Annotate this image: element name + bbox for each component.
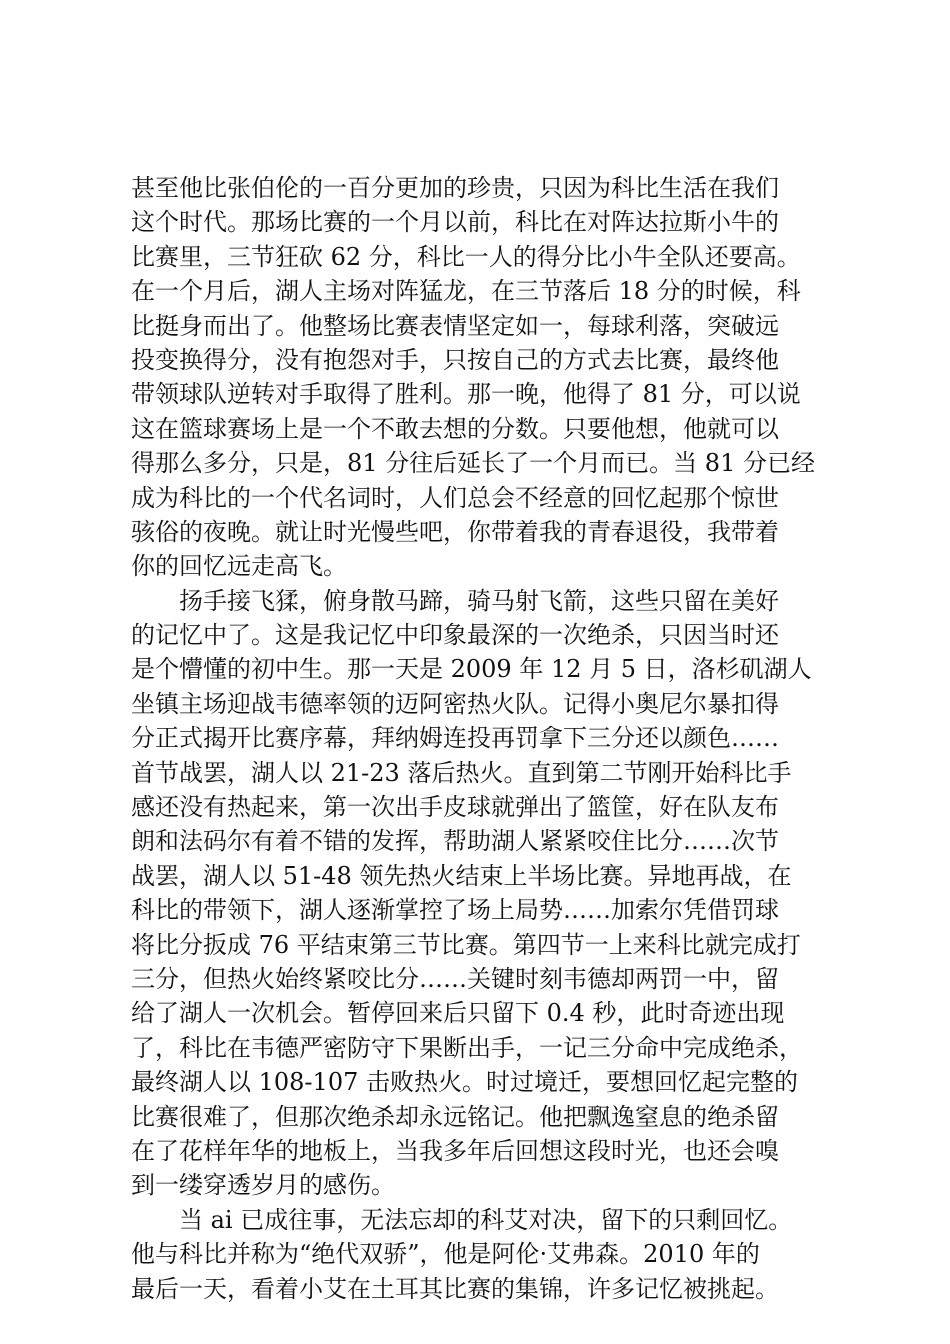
text-line: 将比分扳成 76 平结束第三节比赛。第四节一上来科比就完成打 bbox=[131, 930, 801, 959]
text-line: 首节战罢，湖人以 21-23 落后热火。直到第二节刚开始科比手 bbox=[131, 758, 792, 787]
text-line: 甚至他比张伯伦的一百分更加的珍贵，只因为科比生活在我们 bbox=[131, 174, 779, 202]
text-line: 比挺身而出了。他整场比赛表情坚定如一，每球利落，突破远 bbox=[131, 311, 779, 340]
body-text bbox=[131, 171, 833, 1306]
text-line: 到一缕穿透岁月的感伤。 bbox=[131, 1171, 395, 1200]
text-line: 分正式揭开比赛序幕，拜纳姆连投再罚拿下三分还以颜色…… bbox=[131, 724, 779, 753]
text-line: 当 ai 已成往事，无法忘却的科艾对决，留下的只剩回忆。 bbox=[131, 1205, 793, 1234]
text-line: 科比的带领下，湖人逐渐掌控了场上局势……加索尔凭借罚球 bbox=[131, 896, 779, 925]
text-line: 得那么多分，只是，81 分往后延长了一个月而已。当 81 分已经 bbox=[131, 449, 815, 478]
text-line: 带领球队逆转对手取得了胜利。那一晚，他得了 81 分，可以说 bbox=[131, 380, 801, 409]
text-line: 这个时代。那场比赛的一个月以前，科比在对阵达拉斯小牛的 bbox=[131, 208, 779, 237]
text-line: 在一个月后，湖人主场对阵猛龙，在三节落后 18 分的时候，科 bbox=[131, 277, 801, 306]
text-line: 最终湖人以 108-107 击败热火。时过境迁，要想回忆起完整的 bbox=[131, 1068, 798, 1097]
text-line: 给了湖人一次机会。暂停回来后只留下 0.4 秒，此时奇迹出现 bbox=[131, 999, 785, 1028]
text-line: 的记忆中了。这是我记忆中印象最深的一次绝杀，只因当时还 bbox=[131, 621, 779, 650]
text-line: 感还没有热起来，第一次出手皮球就弹出了篮筐，好在队友布 bbox=[131, 793, 779, 822]
text-line: 在了花样年华的地板上，当我多年后回想这段时光，也还会嗅 bbox=[131, 1136, 779, 1165]
text-line: 投变换得分，没有抱怨对手，只按自己的方式去比赛，最终他 bbox=[131, 345, 779, 374]
text-line: 扬手接飞猱，俯身散马蹄，骑马射飞箭，这些只留在美好 bbox=[131, 586, 779, 615]
text-line: 这在篮球赛场上是一个不敢去想的分数。只要他想，他就可以 bbox=[131, 414, 779, 443]
text-line: 他与科比并称为“绝代双骄”，他是阿伦·艾弗森。2010 年的 bbox=[131, 1240, 760, 1269]
text-line: 朗和法码尔有着不错的发挥，帮助湖人紧紧咬住比分……次节 bbox=[131, 827, 779, 856]
text-line: 战罢，湖人以 51-48 领先热火结束上半场比赛。异地再战，在 bbox=[131, 861, 792, 890]
text-line: 三分，但热火始终紧咬比分……关键时刻韦德却两罚一中，留 bbox=[131, 964, 779, 993]
text-line: 你的回忆远走高飞。 bbox=[131, 552, 347, 581]
text-line: 骇俗的夜晚。就让时光慢些吧，你带着我的青春退役，我带着 bbox=[131, 517, 779, 546]
text-line: 最后一天，看着小艾在土耳其比赛的集锦，许多记忆被挑起。 bbox=[131, 1274, 779, 1303]
text-line: 成为科比的一个代名词时，人们总会不经意的回忆起那个惊世 bbox=[131, 483, 779, 512]
text-line: 是个懵懂的初中生。那一天是 2009 年 12 月 5 日，洛杉矶湖人 bbox=[131, 655, 812, 684]
text-line: 了，科比在韦德严密防守下果断出手，一记三分命中完成绝杀， bbox=[131, 1033, 803, 1062]
text-line: 比赛很难了，但那次绝杀却永远铭记。他把飘逸窒息的绝杀留 bbox=[131, 1102, 779, 1131]
text-line: 坐镇主场迎战韦德率领的迈阿密热火队。记得小奥尼尔暴扣得 bbox=[131, 689, 779, 718]
text-line: 比赛里，三节狂砍 62 分，科比一人的得分比小牛全队还要高。 bbox=[131, 242, 801, 271]
